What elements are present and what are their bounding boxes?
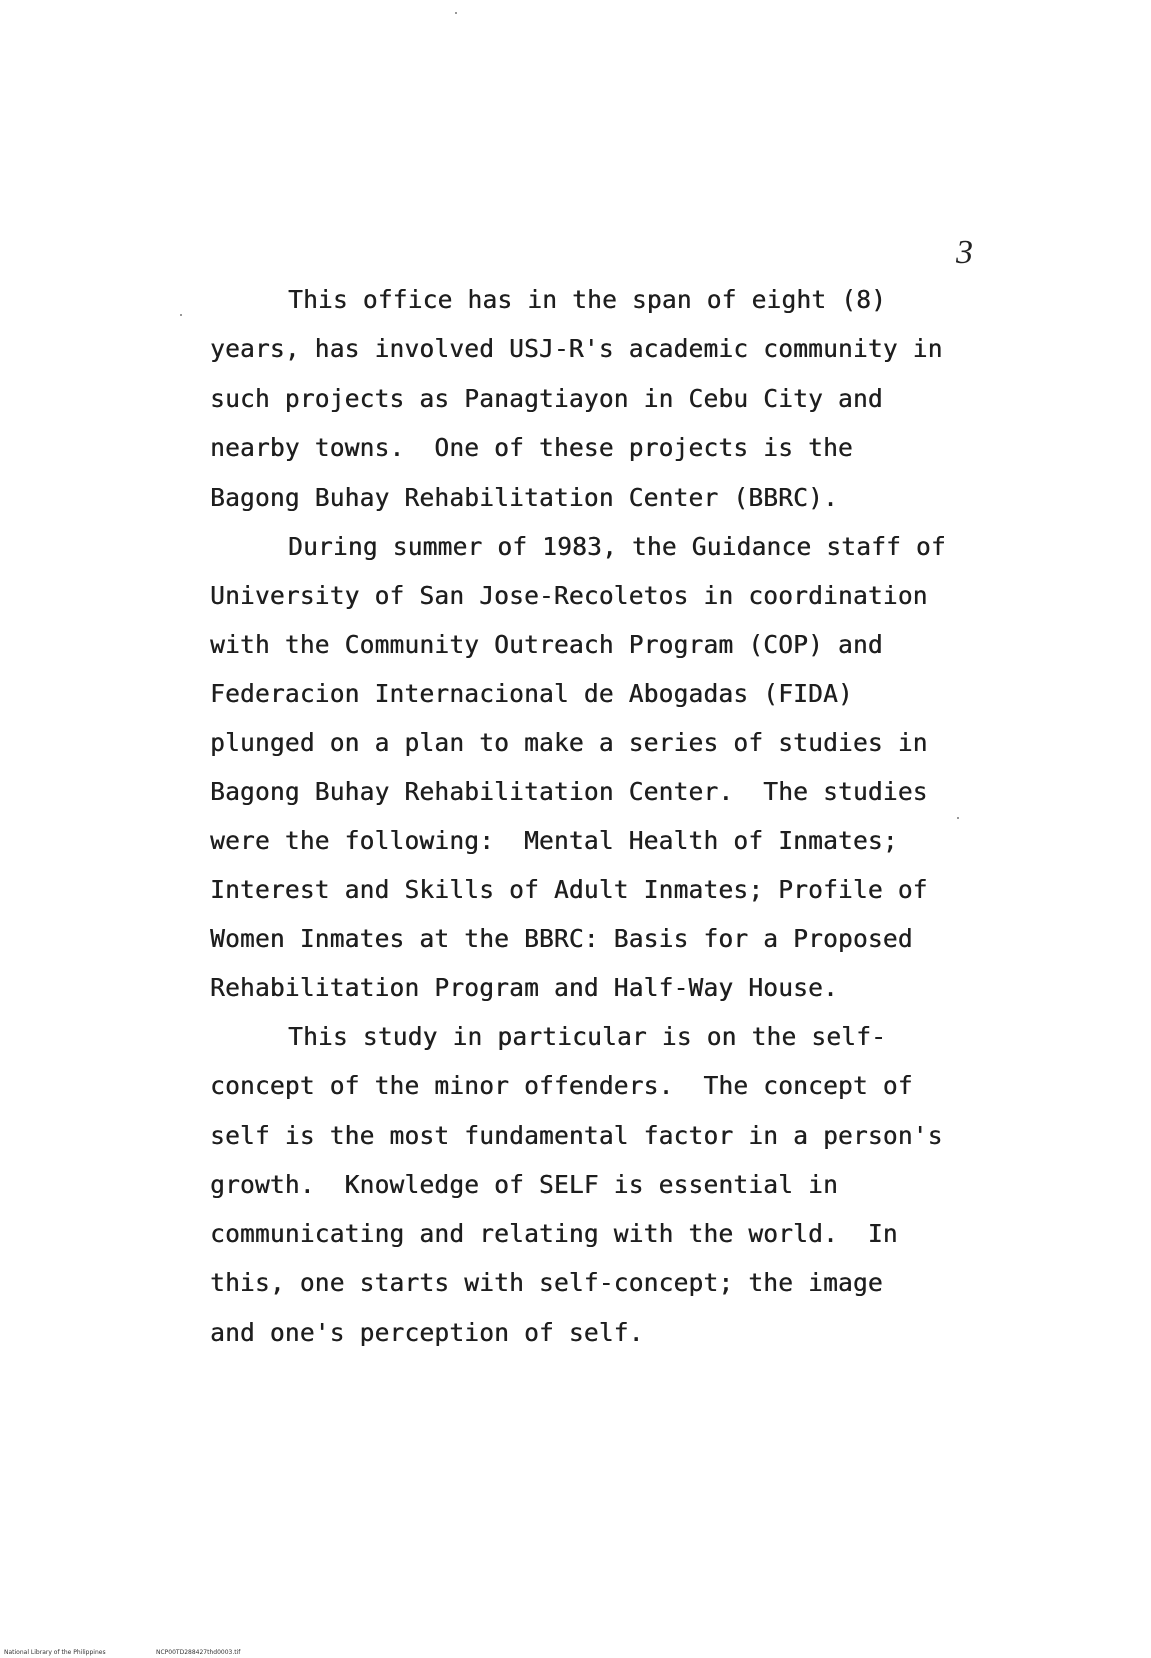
text-line: This office has in the span of eight (8) xyxy=(288,285,887,314)
text-line: Interest and Skills of Adult Inmates; Profile of xyxy=(210,875,928,904)
page-number: 3 xyxy=(956,234,973,271)
scan-speck xyxy=(455,12,457,14)
scan-speck xyxy=(180,314,182,316)
text-line: communicating and relating with the world. In xyxy=(210,1219,898,1248)
text-line: plunged on a plan to make a series of studies in xyxy=(210,728,928,757)
footer-library-label: National Library of the Philippines xyxy=(4,1649,106,1656)
text-line: Bagong Buhay Rehabilitation Center (BBRC). xyxy=(210,483,838,512)
text-line: were the following: Mental Health of Inmates; xyxy=(210,826,898,855)
text-line: During summer of 1983, the Guidance staff of xyxy=(288,532,946,561)
text-line: concept of the minor offenders. The concept of xyxy=(210,1071,913,1100)
scan-speck xyxy=(957,817,959,819)
footer-file-id: NCP00TD288427thd0003.tif xyxy=(156,1649,241,1656)
text-line: Women Inmates at the BBRC: Basis for a Proposed xyxy=(210,924,913,953)
text-line: this, one starts with self-concept; the image xyxy=(210,1268,883,1297)
text-line: with the Community Outreach Program (COP) and xyxy=(210,630,883,659)
text-line: and one's perception of self. xyxy=(210,1318,644,1347)
text-line: Rehabilitation Program and Half-Way House. xyxy=(210,973,838,1002)
text-line: growth. Knowledge of SELF is essential in xyxy=(210,1170,838,1199)
text-line: years, has involved USJ-R's academic community in xyxy=(210,334,943,363)
text-line: This study in particular is on the self- xyxy=(288,1022,887,1051)
text-line: Bagong Buhay Rehabilitation Center. The studies xyxy=(210,777,928,806)
text-line: Federacion Internacional de Abogadas (FIDA) xyxy=(210,679,853,708)
text-line: University of San Jose-Recoletos in coordination xyxy=(210,581,928,610)
text-line: self is the most fundamental factor in a person's xyxy=(210,1121,943,1150)
text-line: such projects as Panagtiayon in Cebu City and xyxy=(210,384,883,413)
text-line: nearby towns. One of these projects is the xyxy=(210,433,853,462)
